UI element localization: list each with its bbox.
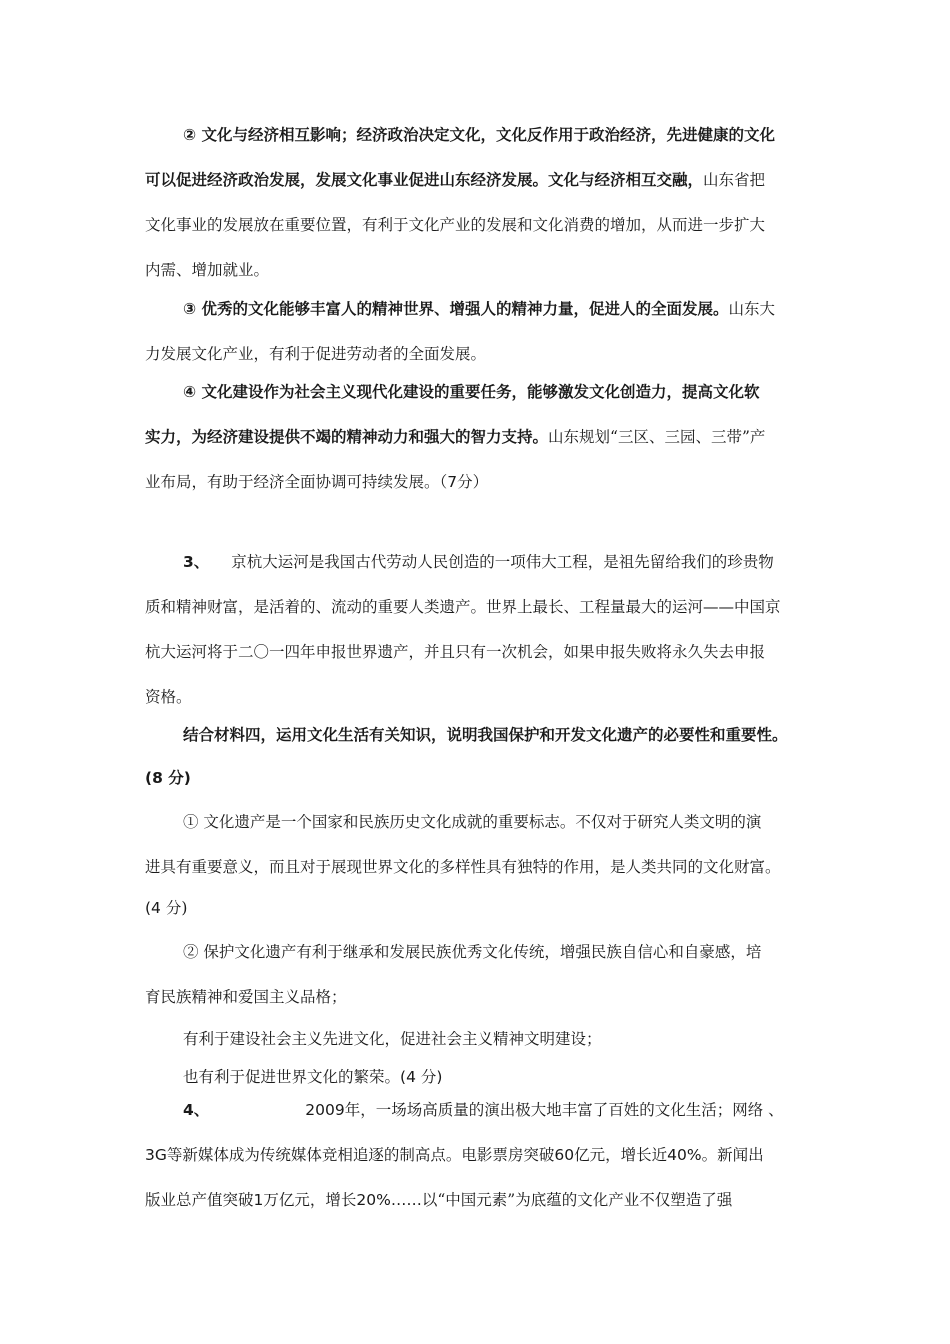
a1-line-3-end: 分) [165,899,188,917]
q4-line-2 [145,1133,810,1178]
a2-line-1: ② 保护文化遗产有利于继承和发展民族优秀文化传统，增强民族自信心和自豪感，培 [183,943,762,961]
p3-line-2: 力发展文化产业，有利于促进劳动者的全面发展。 [145,345,487,363]
q4-line-3-c: 以“中国元素”为底蕴的文化产业不仅塑造了强 [421,1191,733,1209]
question-3-prompt [145,713,810,801]
q3-line-3: 杭大运河将于二〇一四年申报世界遗产，并且只有一次机会，如果申报失败将永久失去申报 [145,643,766,661]
q4-3g: 3G [145,1146,167,1164]
q3-prompt-line-2: (8 分) [145,769,191,787]
q4-year: 2009 [305,1101,345,1119]
p4-line-3-score: 7 [447,473,458,491]
q4-line-1 [145,1088,810,1133]
answer-2 [145,930,810,1096]
p2-line-2-normal: 山东省把 [703,171,766,189]
a2-line-4-score: (4 分) [400,1068,443,1086]
p3-line-1-normal: 山东大 [728,300,776,318]
p3-line-1 [145,287,810,332]
q4-line-3-a: 版业总产值突破 [145,1191,254,1209]
q4-60: 60 [554,1146,575,1164]
p2-line-4: 内需、增加就业。 [145,261,270,279]
a1-line-3 [145,886,810,931]
a2-line-4-text: 也有利于促进世界文化的繁荣。 [183,1068,401,1086]
p3-line-1-bold: ③ 优秀的文化能够丰富人的精神世界、增强人的精神力量，促进人的全面发展。 [183,300,729,318]
paragraph-4 [145,370,810,505]
q4-line-3 [145,1178,810,1223]
a1-line-2: 进具有重要意义，而且对于展现世界文化的多样性具有独特的作用，是人类共同的文化财富。 [145,858,781,876]
p4-line-3-text: 业布局，有助于经济全面协调可持续发展。（ [145,473,448,491]
p4-line-1: ④ 文化建设作为社会主义现代化建设的重要任务，能够激发文化创造力，提高文化软 [183,383,760,401]
p2-line-2 [145,158,810,203]
paragraph-2 [145,113,810,293]
answer-1 [145,800,810,931]
q4-1: 1 [253,1191,264,1209]
q4-line-1-text: 年，一场场高质量的演出极大地丰富了百姓的文化生活；网络 、 [344,1101,784,1119]
q3-number: 3、 [183,553,210,571]
p4-line-2-bold: 实力，为经济建设提供不竭的精神动力和强大的智力支持。 [145,428,549,446]
q4-40: 40% [667,1146,702,1164]
q3-line-2: 质和精神财富，是活着的、流动的重要人类遗产。世界上最长、工程量最大的运河——中国京 [145,598,781,616]
a1-line-3-num: (4 [145,899,161,917]
paragraph-3 [145,287,810,377]
q4-line-3-b: 万亿元，增长 [263,1191,357,1209]
q4-line-2-b: 亿元，增长近 [574,1146,668,1164]
a1-line-1: ① 文化遗产是一个国家和民族历史文化成就的重要标志。不仅对于研究人类文明的演 [183,813,762,831]
q3-prompt-line-1: 结合材料四，运用文化生活有关知识，说明我国保护和开发文化遗产的必要性和重要性。 [183,726,788,744]
p2-line-3: 文化事业的发展放在重要位置，有利于文化产业的发展和文化消费的增加，从而进一步扩大 [145,216,766,234]
question-3-material [145,540,810,720]
q3-line-4: 资格。 [145,688,192,706]
a2-line-3: 有利于建设社会主义先进文化，促进社会主义精神文明建设； [183,1030,602,1048]
q4-20: 20%…… [356,1191,422,1209]
q4-line-2-a: 等新媒体成为传统媒体竞相追逐的制高点。电影票房突破 [166,1146,555,1164]
q4-line-2-c: 。新闻出 [701,1146,764,1164]
q3-line-1-text: 京杭大运河是我国古代劳动人民创造的一项伟大工程，是祖先留给我们的珍贵物 [231,553,774,571]
p4-line-2 [145,415,810,460]
p2-line-2-bold: 可以促进经济政治发展，发展文化事业促进山东经济发展。文化与经济相互交融， [145,171,704,189]
p4-line-2-normal: 山东规划“三区、三园、三带”产 [548,428,766,446]
a2-line-2: 育民族精神和爱国主义品格； [145,988,347,1006]
q3-line-1 [145,540,810,585]
question-4 [145,1088,810,1223]
q4-number: 4、 [183,1101,210,1119]
p4-line-3 [145,460,810,505]
p2-line-1: ② 文化与经济相互影响；经济政治决定文化，文化反作用于政治经济，先进健康的文化 [183,126,776,144]
p4-line-3-end: 分） [457,473,489,491]
